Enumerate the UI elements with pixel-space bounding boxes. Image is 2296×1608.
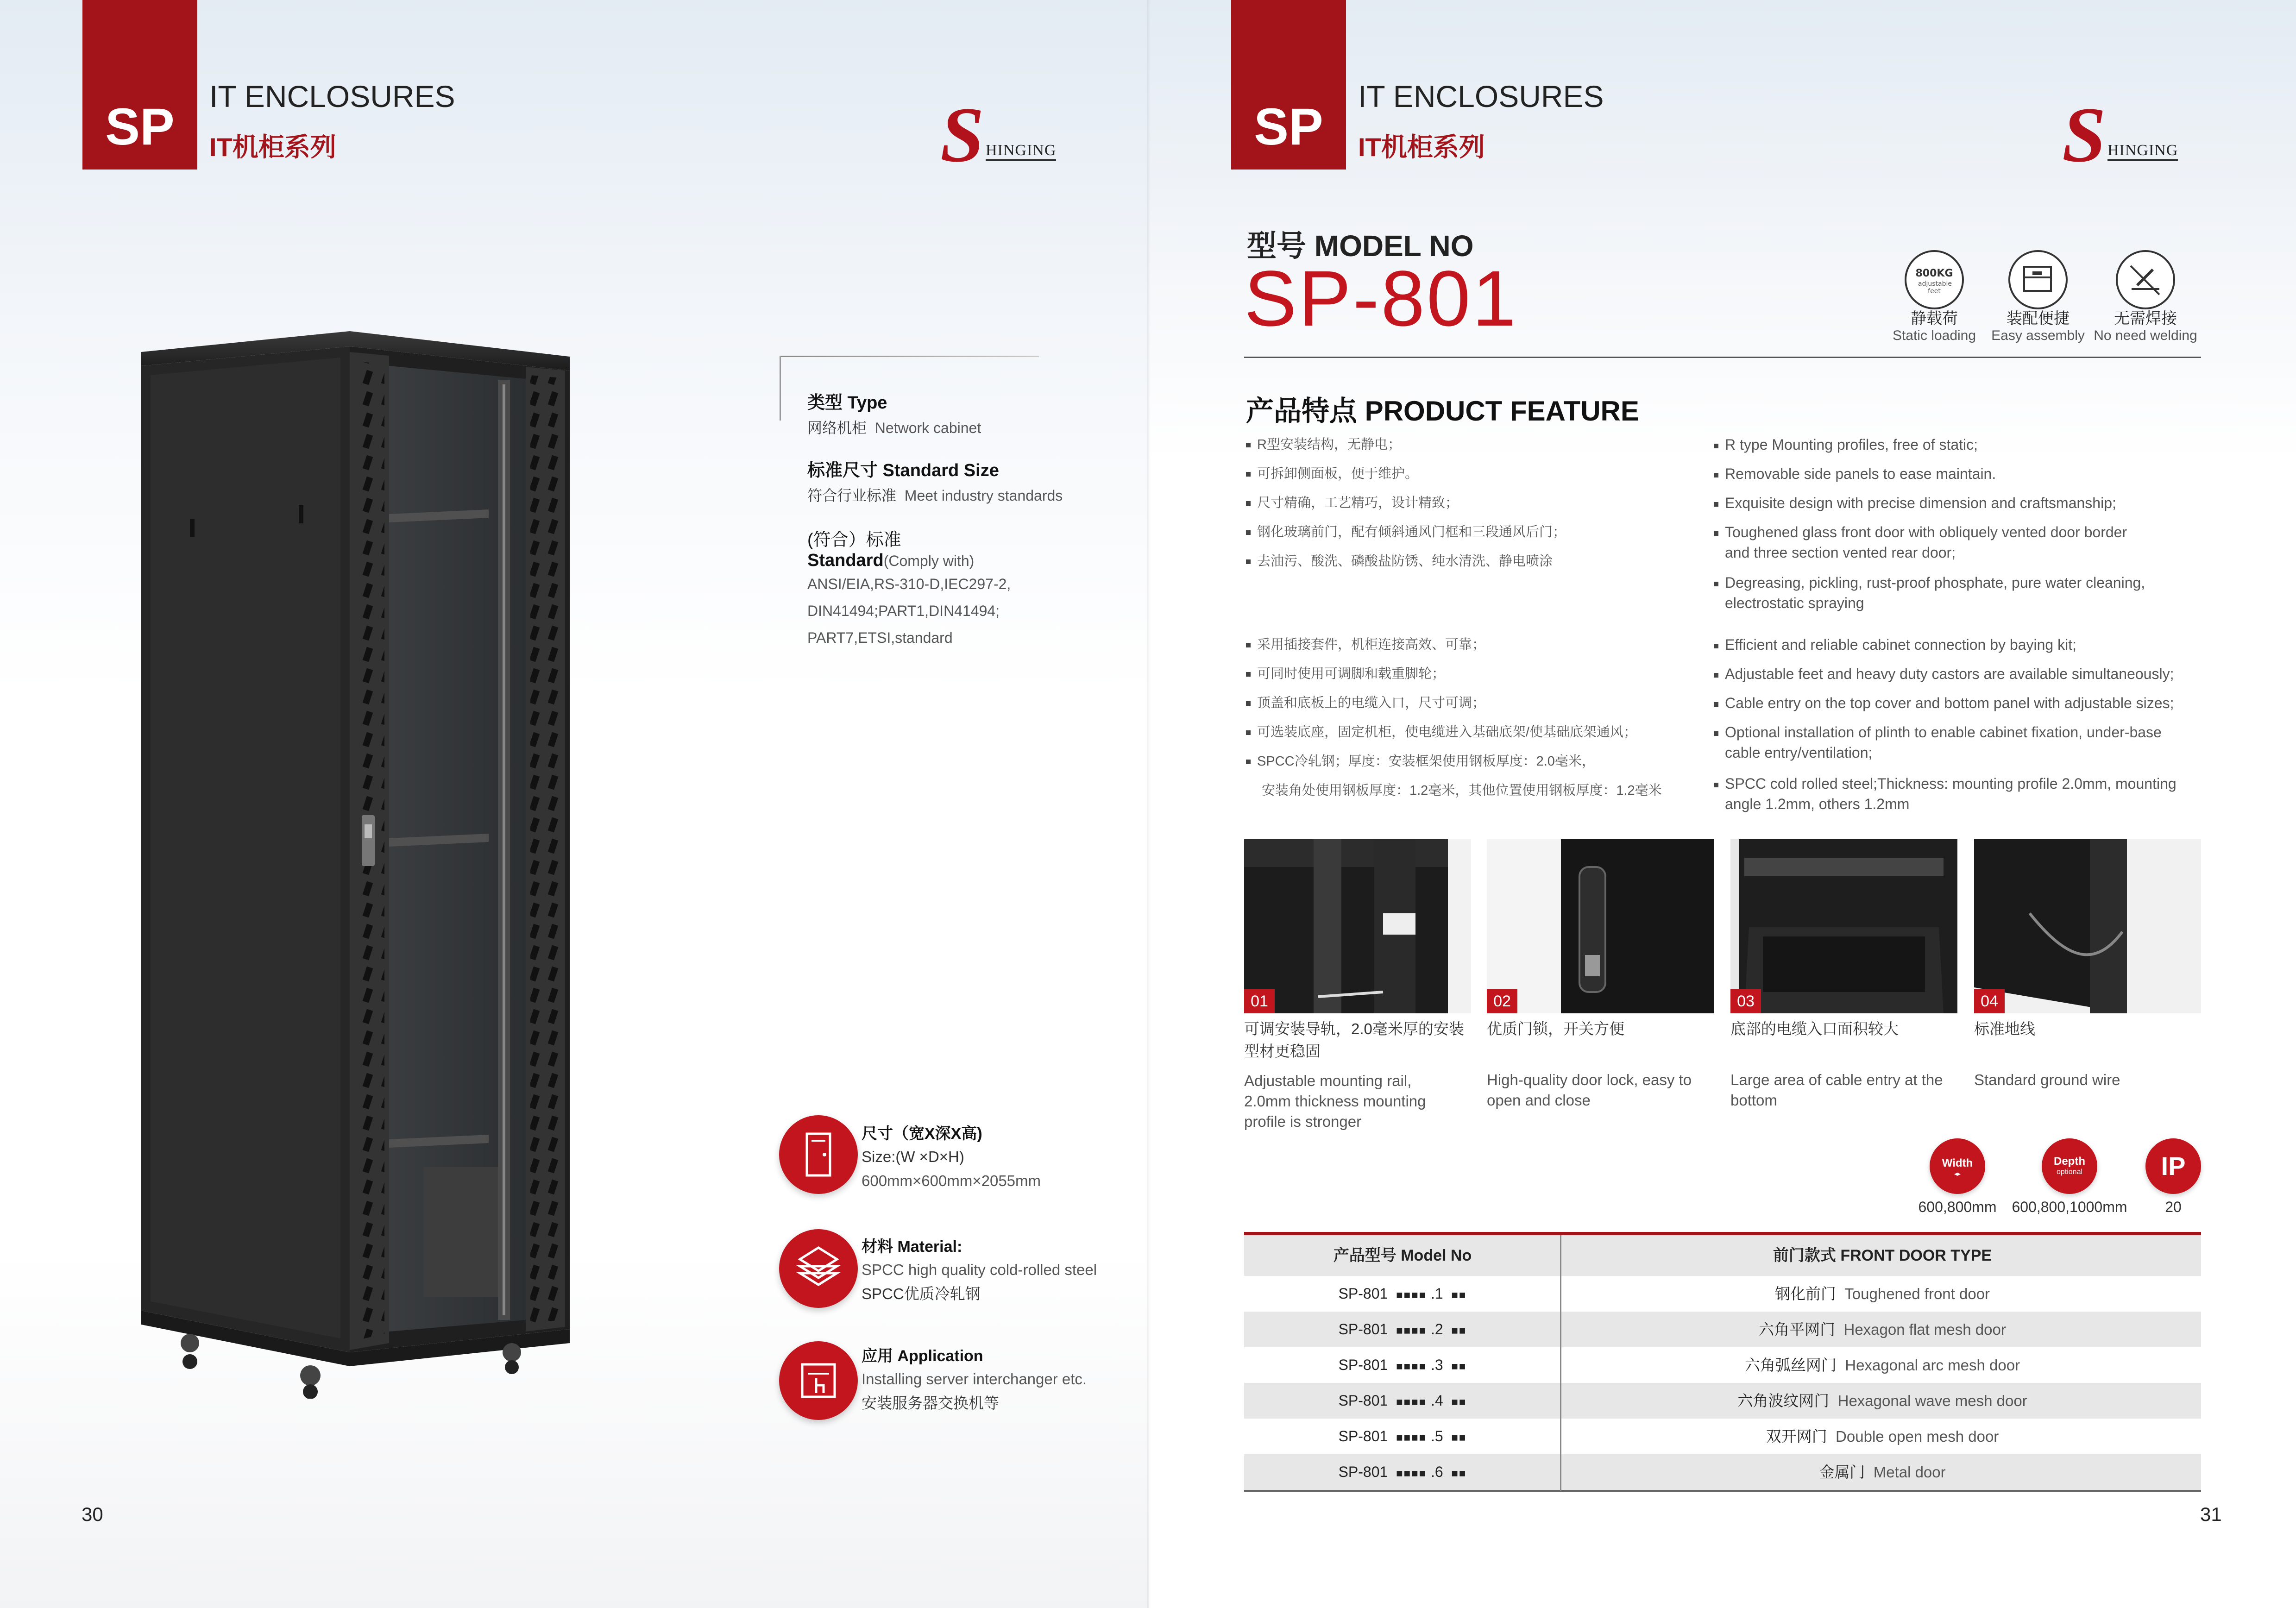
material-icon (779, 1229, 858, 1308)
photo-caption-cn: 标准地线 (1974, 1020, 2035, 1037)
spec-divider-vertical (780, 356, 781, 421)
spec-type (807, 388, 1132, 438)
badge-inner-sub: adjustable feet (1918, 280, 1952, 295)
photo-caption-cn: 底部的电缆入口面积较大 (1730, 1020, 1899, 1037)
photo-caption-en: Standard ground wire (1974, 1071, 2120, 1088)
section-title-en-right: IT ENCLOSURES (1358, 79, 1604, 113)
feature-material-line2: SPCC优质冷轧钢 (862, 1285, 981, 1302)
feature-bullet-en: Cable entry on the top cover and bottom panel with adjustable sizes; (1714, 693, 2174, 713)
photo-caption-cn: 优质门锁，开关方便 (1487, 1020, 1624, 1037)
spec-standard-line: PART7,ETSI,standard (807, 629, 953, 646)
table-header-row (1244, 1235, 2201, 1276)
brand-code-block-right (1231, 0, 1346, 170)
feature-application-title: 应用 Application (862, 1347, 983, 1365)
page-number-right: 31 (2200, 1503, 2222, 1525)
feature-material-line1: SPCC high quality cold-rolled steel (862, 1261, 1097, 1278)
feature-bullet-en: Toughened glass front door with obliquely vented door border and three section vented rear door; (1714, 522, 2127, 563)
table-row: SP-801 ■■■■ .4 ■■ 六角波纹网门 Hexagonal wave mesh door (1244, 1383, 2201, 1419)
brand-code-block (82, 0, 197, 170)
detail-photo-cable-entry (1730, 839, 1957, 1013)
spec-standard (807, 525, 1132, 651)
detail-photo-lock (1487, 839, 1714, 1013)
feature-bullet-en: Optional installation of plinth to enable cabinet fixation, under-base cable entry/ventilation; (1714, 722, 2162, 763)
spec-standard-line: DIN41494;PART1,DIN41494; (807, 603, 1000, 619)
detail-photo-ground-wire (1974, 839, 2201, 1013)
feature-bullet-en: R type Mounting profiles, free of static; (1714, 434, 1978, 455)
feature-bullet-en: Exquisite design with precise dimension and craftsmanship; (1714, 493, 2116, 513)
badge-label-cn: 装配便捷 (2007, 310, 2070, 327)
static-load-icon (1905, 250, 1964, 309)
table-row: SP-801 ■■■■ .5 ■■ 双开网门 Double open mesh door (1338, 1428, 1999, 1445)
logo-initial: S (2062, 91, 2106, 178)
feature-bullet-en: Degreasing, pickling, rust-proof phosphate, pure water cleaning, electrostatic spraying (1714, 572, 2145, 613)
ip-label: IP (2161, 1151, 2186, 1181)
width-label: Width (1942, 1157, 1973, 1169)
badge-label-en: No need welding (2094, 328, 2197, 343)
model-number: SP-801 (1244, 255, 1518, 343)
ip-value: 20 (2165, 1199, 2182, 1215)
feature-size-line1: Size:(W ×D×H) (862, 1148, 964, 1165)
page-spine (1147, 0, 1151, 1608)
badge-label-en: Static loading (1892, 328, 1976, 343)
width-icon: Width ◂▸ (1930, 1138, 1985, 1194)
spec-type-title: 类型 Type (807, 393, 887, 413)
feature-bullet-en: Efficient and reliable cabinet connection by baying kit; (1714, 634, 2076, 655)
model-label: 型号 MODEL NO (1247, 229, 1474, 263)
application-icon (779, 1341, 858, 1420)
product-feature-title: 产品特点 PRODUCT FEATURE (1246, 396, 1639, 427)
width-value: 600,800mm (1918, 1199, 1997, 1215)
spec-standard-title2: Standard (807, 551, 884, 570)
depth-label: Depth (2054, 1155, 2085, 1168)
spec-standard-title: (符合）标准 (807, 530, 901, 550)
spec-divider (780, 356, 1039, 357)
table-row: SP-801 ■■■■ .1 ■■ 钢化前门 Toughened front door (1338, 1285, 1990, 1302)
spec-size-en: Meet industry standards (904, 487, 1063, 504)
spec-type-en: Network cabinet (874, 420, 981, 436)
badge-inner-text: 800KG (1915, 268, 1953, 279)
spec-size-cn: 符合行业标准 (807, 487, 897, 504)
section-title-cn: IT机柜系列 (209, 132, 336, 162)
no-welding-icon (2116, 250, 2175, 309)
badge-label-en: Easy assembly (1991, 328, 2085, 343)
feature-bullet-cn: 钢化玻璃前门，配有倾斜通风门框和三段通风后门； (1246, 522, 1566, 542)
feature-bullet-cn: 采用插接套件，机柜连接高效、可靠； (1246, 634, 1485, 655)
spec-size-title: 标准尺寸 Standard Size (807, 461, 999, 480)
table-top-rule (1244, 1232, 2201, 1235)
table-header-model: 产品型号 Model No (1333, 1247, 1472, 1264)
feature-bullet-cn: 可拆卸侧面板，便于维护。 (1246, 464, 1418, 484)
logo-text: HINGING (986, 142, 1056, 161)
feature-bullet-en: Removable side panels to ease maintain. (1714, 464, 1996, 484)
feature-bullet-cn: 可同时使用可调脚和载重脚轮； (1246, 664, 1445, 684)
table-header-door: 前门款式 FRONT DOOR TYPE (1773, 1247, 1992, 1264)
feature-application (862, 1343, 1121, 1414)
feature-bullet-cn: 尺寸精确，工艺精巧，设计精致； (1246, 493, 1459, 513)
feature-bullet-en: Adjustable feet and heavy duty castors are available simultaneously; (1714, 664, 2174, 684)
model-divider (1244, 357, 2201, 358)
table-row: SP-801 ■■■■ .3 ■■ 六角弧丝网门 Hexagonal arc mesh door (1338, 1357, 2020, 1374)
shinging-logo-right (2062, 91, 2187, 178)
feature-material (862, 1234, 1121, 1305)
photo-number: 03 (1730, 989, 1761, 1013)
cabinet-illustration (137, 324, 570, 1399)
photo-caption-en: Adjustable mounting rail, 2.0mm thickness mounting profile is stronger (1244, 1072, 1426, 1130)
table-column-divider (1560, 1235, 1561, 1491)
detail-photo-rail (1244, 839, 1471, 1013)
feature-bullet-cn: 去油污、酸洗、磷酸盐防锈、纯水清洗、静电喷涂 (1246, 551, 1553, 572)
shinging-logo (940, 91, 1065, 178)
feature-material-title: 材料 Material: (862, 1238, 962, 1256)
photo-caption-en: High-quality door lock, easy to open and close (1487, 1071, 1692, 1109)
ip-rating-icon (2145, 1138, 2201, 1194)
feature-bullet-cn-cont: 安装角处使用钢板厚度：1.2毫米，其他位置使用钢板厚度：1.2毫米 (1262, 783, 1662, 798)
badge-label-cn: 静载荷 (1911, 310, 1958, 327)
spec-size (807, 456, 1132, 505)
photo-number: 02 (1487, 989, 1517, 1013)
cabinet-size-icon (779, 1115, 858, 1194)
feature-application-line2: 安装服务器交换机等 (862, 1394, 999, 1412)
spec-type-cn: 网络机柜 (807, 420, 867, 436)
door-type-table (1244, 1232, 2201, 1492)
logo-text: HINGING (2107, 142, 2178, 161)
spec-standard-comply: (Comply with) (883, 553, 975, 569)
section-title-cn-right: IT机柜系列 (1358, 132, 1485, 162)
depth-sub: optional (2056, 1168, 2083, 1176)
easy-assembly-icon (2008, 250, 2068, 309)
photo-number: 01 (1244, 989, 1275, 1013)
depth-value: 600,800,1000mm (2012, 1199, 2127, 1215)
feature-bullet-cn: R型安装结构，无静电； (1246, 434, 1401, 455)
feature-bullet-cn: 顶盖和底板上的电缆入口，尺寸可调； (1246, 693, 1485, 713)
brand-code: SP (1254, 98, 1323, 156)
depth-icon (2042, 1138, 2097, 1194)
photo-caption-cn: 可调安装导轨，2.0毫米厚的安装型材更稳固 (1244, 1020, 1464, 1060)
page-number-left: 30 (82, 1503, 103, 1525)
logo-initial: S (940, 91, 984, 178)
photo-number: 04 (1974, 989, 2005, 1013)
feature-size-title: 尺寸（宽X深X高) (862, 1125, 982, 1143)
feature-application-line1: Installing server interchanger etc. (862, 1370, 1087, 1388)
section-title-en: IT ENCLOSURES (209, 79, 455, 113)
feature-bullet-cn: SPCC冷轧钢；厚度：安装框架使用钢板厚度：2.0毫米， (1246, 751, 1595, 772)
table-row: SP-801 ■■■■ .6 ■■ 金属门 Metal door (1244, 1454, 2201, 1490)
feature-bullet-cn: 可选装底座，固定机柜，使电缆进入基础底架/使基础底架通风； (1246, 722, 1637, 742)
feature-size-line2: 600mm×600mm×2055mm (862, 1172, 1041, 1189)
badge-label-cn: 无需焊接 (2114, 310, 2177, 327)
brand-code: SP (105, 98, 175, 156)
photo-caption-en: Large area of cable entry at the bottom (1730, 1071, 1943, 1109)
feature-bullet-en: SPCC cold rolled steel;Thickness: mounting profile 2.0mm, mounting angle 1.2mm, others 1.2mm (1714, 773, 2176, 814)
feature-size (862, 1121, 1121, 1192)
table-row: SP-801 ■■■■ .2 ■■ 六角平网门 Hexagon flat mesh door (1244, 1312, 2201, 1347)
spec-standard-line: ANSI/EIA,RS-310-D,IEC297-2, (807, 576, 1011, 592)
